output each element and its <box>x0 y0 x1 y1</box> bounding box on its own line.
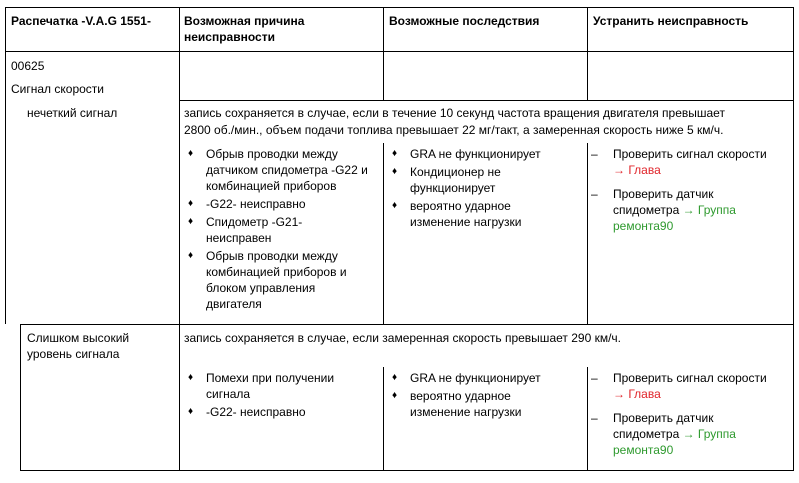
effects-list-1 <box>388 146 586 232</box>
block-divider <box>20 324 794 325</box>
bullet-icon: ♦ <box>188 250 194 261</box>
fault-name: Сигнал скорости <box>11 82 104 96</box>
header-fix: Устранить неисправность <box>593 14 749 28</box>
header-printout: Распечатка -V.A.G 1551- <box>11 14 151 28</box>
fix-text: Проверить сигнал скорости <box>613 147 767 161</box>
repair-group-link-cont[interactable]: ремонта90 <box>613 443 674 457</box>
list-item <box>589 146 792 178</box>
cause-text: Помехи при получении <box>206 371 335 385</box>
effect-text: GRA не функционирует <box>410 371 541 385</box>
bullet-icon: ♦ <box>392 166 398 177</box>
left-border-lower <box>20 324 21 470</box>
bullet-icon: ♦ <box>188 216 194 227</box>
col-border-2-mid <box>383 143 384 324</box>
bullet-icon: ♦ <box>392 390 398 401</box>
table-bottom-border <box>20 470 794 471</box>
effects-list-2 <box>388 370 586 422</box>
right-border <box>793 7 794 470</box>
dash-icon: – <box>591 411 598 425</box>
list-item <box>184 404 382 420</box>
col-border-3-mid <box>587 143 588 324</box>
effect-text: изменение нагрузки <box>410 215 522 229</box>
list-item <box>388 198 586 230</box>
note-1-line1: запись сохраняется в случае, если в течение 10 секунд частота вращения двигателя превышает <box>184 106 725 120</box>
repair-group-link[interactable]: → Группа <box>682 427 736 441</box>
fix-text: Проверить сигнал скорости <box>613 371 767 385</box>
effect-text: Кондиционер не <box>410 165 501 179</box>
fault-sub-high-line1: Слишком высокий <box>27 331 130 345</box>
header-effects: Возможные последствия <box>389 14 540 28</box>
fix-list-2 <box>589 370 792 466</box>
note-2: запись сохраняется в случае, если замеренная скорость превышает 290 км/ч. <box>184 331 621 345</box>
cause-text: Обрыв проводки между <box>206 249 338 263</box>
bullet-icon: ♦ <box>188 372 194 383</box>
list-item <box>184 248 382 312</box>
list-item <box>589 370 792 402</box>
causes-list-2 <box>184 370 382 422</box>
list-item <box>184 196 382 212</box>
list-item <box>184 214 382 246</box>
dash-icon: – <box>591 147 598 161</box>
bullet-icon: ♦ <box>392 200 398 211</box>
bullet-icon: ♦ <box>392 148 398 159</box>
fix-text: Проверить датчик <box>613 187 714 201</box>
effect-text: вероятно ударное <box>410 389 511 403</box>
list-item <box>184 146 382 194</box>
table-top-border <box>5 7 794 8</box>
fix-text: спидометра <box>613 427 680 441</box>
bullet-icon: ♦ <box>188 198 194 209</box>
list-item <box>184 370 382 402</box>
cause-text: -G22- неисправно <box>206 197 306 211</box>
list-item <box>388 146 586 162</box>
list-item <box>388 164 586 196</box>
cause-text: Спидометр -G21- <box>206 215 303 229</box>
left-border <box>5 7 6 324</box>
chapter-link[interactable]: → Глава <box>613 387 661 401</box>
cause-text: датчиком спидометра -G22 и <box>206 163 368 177</box>
dash-icon: – <box>591 371 598 385</box>
fault-sub-unclear: нечеткий сигнал <box>27 106 118 120</box>
col-border-3-bot <box>587 367 588 470</box>
header-bottom-border <box>5 51 794 52</box>
cause-text: неисправен <box>206 231 272 245</box>
bullet-icon: ♦ <box>188 406 194 417</box>
col-border-2-bot <box>383 367 384 470</box>
fix-text: спидометра <box>613 203 680 217</box>
effect-text: функционирует <box>410 181 496 195</box>
fault-sub-high-line2: уровень сигнала <box>27 347 120 361</box>
fix-list-1 <box>589 146 792 242</box>
note-1-line2: 2800 об./мин., объем подачи топлива превышает 22 мг/такт, а замеренная скорость ниже 5 км/ч. <box>184 123 724 137</box>
col-border-3-top <box>587 7 588 101</box>
row-divider <box>180 100 794 101</box>
bullet-icon: ♦ <box>188 148 194 159</box>
col-border-2-top <box>383 7 384 101</box>
chapter-link[interactable]: → Глава <box>613 163 661 177</box>
list-item <box>589 410 792 458</box>
list-item <box>388 370 586 386</box>
cause-text: Обрыв проводки между <box>206 147 338 161</box>
cause-text: сигнала <box>206 387 251 401</box>
cause-text: двигателя <box>206 297 262 311</box>
header-cause-line2: неисправности <box>184 30 275 44</box>
dash-icon: – <box>591 187 598 201</box>
cause-text: комбинацией приборов и <box>206 265 347 279</box>
list-item <box>589 186 792 234</box>
header-cause-line1: Возможная причина <box>184 14 305 28</box>
cause-text: комбинацией приборов <box>206 179 337 193</box>
fault-code: 00625 <box>11 59 45 73</box>
effect-text: вероятно ударное <box>410 199 511 213</box>
col-border-1 <box>179 7 180 470</box>
bullet-icon: ♦ <box>392 372 398 383</box>
effect-text: изменение нагрузки <box>410 405 522 419</box>
cause-text: блоком управления <box>206 281 316 295</box>
cause-text: -G22- неисправно <box>206 405 306 419</box>
fix-text: Проверить датчик <box>613 411 714 425</box>
effect-text: GRA не функционирует <box>410 147 541 161</box>
causes-list-1 <box>184 146 382 314</box>
list-item <box>388 388 586 420</box>
repair-group-link[interactable]: → Группа <box>682 203 736 217</box>
repair-group-link-cont[interactable]: ремонта90 <box>613 219 674 233</box>
